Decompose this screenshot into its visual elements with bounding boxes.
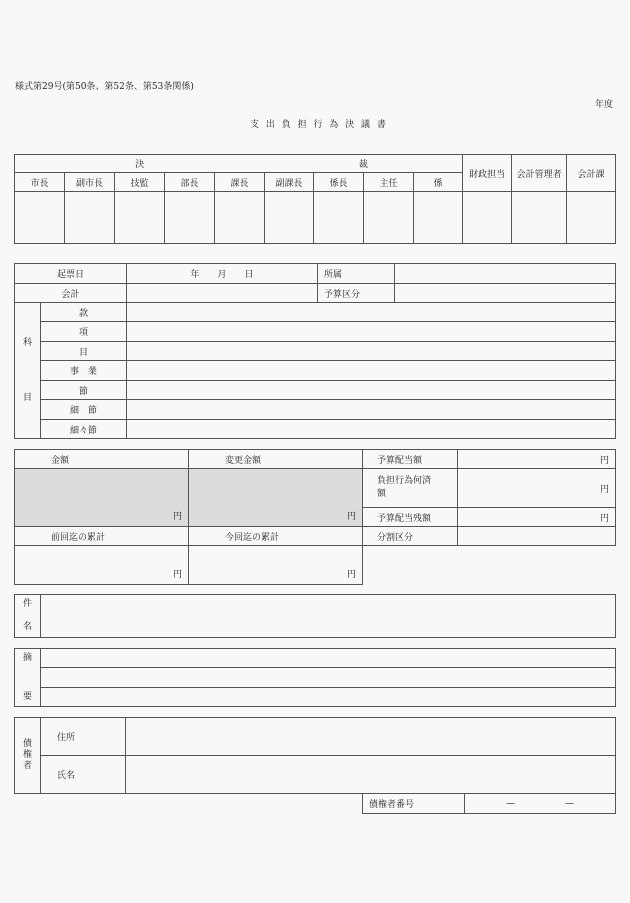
creditor-label: 債 権 者 [15,718,41,794]
summary-table [14,648,616,707]
saisetsu-field[interactable] [127,400,616,420]
document-title: 支 出 負 担 行 為 決 議 書 [250,120,388,130]
creditor-table [14,717,616,794]
role-senior-staff: 主任 [364,173,414,192]
department-label: 所属 [318,264,395,284]
accounting-label: 会計 [15,284,127,303]
sai-label: 裁 [265,155,463,173]
setsu-label: 節 [41,381,127,400]
summary-line-3[interactable] [41,688,616,707]
role-deputy-section-chief: 副課長 [265,173,314,192]
summary-line-1[interactable] [41,649,616,668]
role-accounting-manager: 会計管理者 [512,155,567,192]
stamp-cell[interactable] [15,192,65,244]
stamp-cell[interactable] [115,192,165,244]
address-label: 住所 [41,718,126,756]
stamp-cell[interactable] [364,192,414,244]
setsu-field[interactable] [127,381,616,400]
address-field[interactable] [126,718,616,756]
name-label: 氏名 [41,756,126,794]
role-unit-chief: 係長 [314,173,364,192]
ketsu-label: 決 [15,155,265,173]
budget-allocation-field[interactable]: 円 [458,450,616,469]
amount-field[interactable]: 円 [15,469,189,527]
budget-class-label: 予算区分 [318,284,395,303]
totals-table [14,545,363,585]
previous-total-label: 前回迄の累計 [15,527,189,546]
stamp-cell[interactable] [65,192,115,244]
current-total-field[interactable]: 円 [189,546,363,585]
approval-table [14,154,616,244]
budget-allocation-label: 予算配当額 [363,450,458,469]
kan-field[interactable] [127,303,616,322]
role-director: 部長 [165,173,215,192]
summary-line-2[interactable] [41,668,616,688]
role-accounting-section: 会計課 [567,155,616,192]
stamp-cell[interactable] [265,192,314,244]
creditor-number-label: 債権者番号 [363,794,465,814]
stamp-cell[interactable] [215,192,265,244]
role-deputy-mayor: 副市長 [65,173,115,192]
kou-label: 項 [41,322,127,342]
changed-amount-field[interactable]: 円 [189,469,363,527]
current-total-label: 今回迄の累計 [189,527,363,546]
form-number: 様式第29号(第50条、第52条、第53条関係) [15,82,194,92]
subject-label: 件 名 [15,595,41,638]
role-section-chief: 課長 [215,173,265,192]
stamp-cell[interactable] [165,192,215,244]
stamp-cell[interactable] [512,192,567,244]
stamp-cell[interactable] [414,192,463,244]
installment-label: 分割区分 [363,527,458,546]
project-label: 事 業 [41,361,127,381]
creditor-number-field[interactable]: — — [465,794,616,814]
saisaisetsu-field[interactable] [127,420,616,439]
budget-remaining-label: 予算配当残額 [363,508,458,527]
subject-table [14,594,616,638]
stamp-cell[interactable] [463,192,512,244]
previous-total-field[interactable]: 円 [15,546,189,585]
fiscal-year-label: 年度 [595,100,614,110]
role-finance: 財政担当 [463,155,512,192]
commitment-label: 負担行為何済 額 [363,469,458,508]
issue-date-label: 起票日 [15,264,127,284]
department-field[interactable] [395,264,616,284]
role-mayor: 市長 [15,173,65,192]
summary-label: 摘 要 [15,649,41,707]
name-field[interactable] [126,756,616,794]
kan-label: 款 [41,303,127,322]
kou-field[interactable] [127,322,616,342]
subject-field[interactable] [41,595,616,638]
saisetsu-label: 細 節 [41,400,127,420]
changed-amount-label: 変更金額 [189,450,363,469]
saisaisetsu-label: 細々節 [41,420,127,439]
role-chief-engineer: 技監 [115,173,165,192]
commitment-field[interactable]: 円 [458,469,616,508]
project-field[interactable] [127,361,616,381]
stamp-cell[interactable] [567,192,616,244]
account-info-table [14,263,616,439]
installment-field[interactable] [458,527,616,546]
issue-date-field[interactable]: 年 月 日 [127,264,318,284]
moku-field[interactable] [127,342,616,361]
creditor-number-table [362,793,616,814]
accounting-field[interactable] [127,284,318,303]
amount-label: 金額 [15,450,189,469]
stamp-cell[interactable] [314,192,364,244]
budget-remaining-field[interactable]: 円 [458,508,616,527]
budget-class-field[interactable] [395,284,616,303]
moku-label: 目 [41,342,127,361]
role-staff: 係 [414,173,463,192]
amounts-table [14,449,616,546]
kamoku-label: 科 目 [15,303,41,439]
